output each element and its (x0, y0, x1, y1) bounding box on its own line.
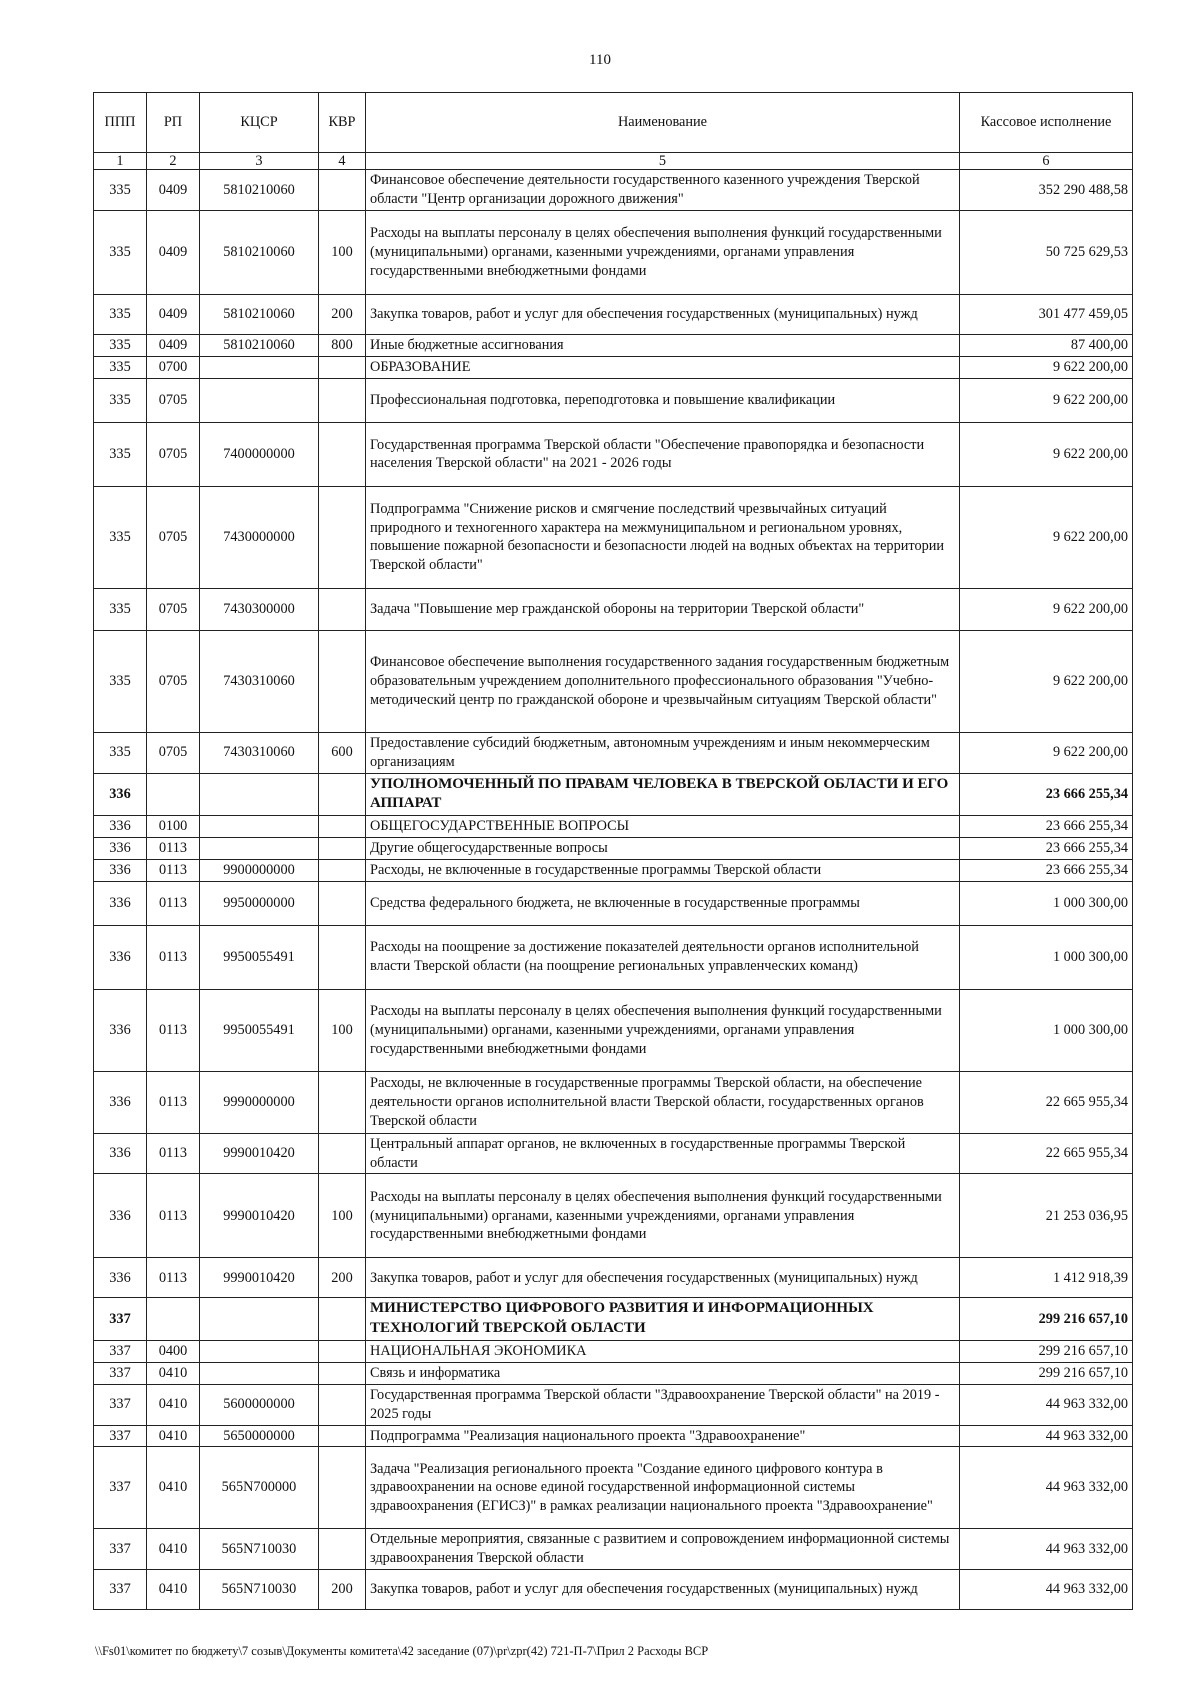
cell-rp: 0410 (147, 1570, 200, 1610)
cell-rp: 0705 (147, 422, 200, 486)
table-row (94, 1384, 1133, 1425)
cell-sum: 21 253 036,95 (960, 1174, 1133, 1258)
table-row (94, 170, 1133, 211)
column-number: 6 (960, 153, 1133, 170)
cell-ppp: 337 (94, 1529, 147, 1570)
cell-ppp: 337 (94, 1447, 147, 1529)
table-row (94, 1133, 1133, 1174)
cell-kcsr: 9900000000 (200, 859, 319, 881)
cell-sum: 9 622 200,00 (960, 588, 1133, 630)
cell-name: ОБРАЗОВАНИЕ (366, 357, 960, 379)
cell-ppp: 336 (94, 925, 147, 989)
table-row (94, 1447, 1133, 1529)
table-row (94, 859, 1133, 881)
cell-name: Центральный аппарат органов, не включенных в государственные программы Тверской области (366, 1133, 960, 1174)
cell-kcsr (200, 773, 319, 816)
cell-ppp: 336 (94, 1258, 147, 1298)
cell-sum: 1 000 300,00 (960, 989, 1133, 1071)
cell-ppp: 337 (94, 1362, 147, 1384)
cell-kcsr: 9950055491 (200, 989, 319, 1071)
column-number: 1 (94, 153, 147, 170)
cell-kvr: 200 (319, 1570, 366, 1610)
table-row (94, 335, 1133, 357)
table-row (94, 1258, 1133, 1298)
cell-rp: 0113 (147, 1133, 200, 1174)
cell-sum: 22 665 955,34 (960, 1071, 1133, 1133)
cell-name: Средства федерального бюджета, не включенные в государственные программы (366, 881, 960, 925)
cell-ppp: 337 (94, 1298, 147, 1341)
cell-rp: 0409 (147, 335, 200, 357)
table-row (94, 422, 1133, 486)
cell-kvr: 100 (319, 211, 366, 295)
cell-rp: 0113 (147, 1071, 200, 1133)
cell-kvr (319, 1447, 366, 1529)
cell-name: Расходы на выплаты персоналу в целях обеспечения выполнения функций государственными (муниципальными) органами, казенными учреждениями, органами управления государственными внебюджетными фондами (366, 211, 960, 295)
cell-name: Государственная программа Тверской области "Обеспечение правопорядка и безопасности населения Тверской области" на 2021 - 2026 годы (366, 422, 960, 486)
cell-ppp: 336 (94, 881, 147, 925)
column-number: 2 (147, 153, 200, 170)
cell-sum: 9 622 200,00 (960, 378, 1133, 422)
cell-sum: 9 622 200,00 (960, 486, 1133, 588)
cell-kcsr: 7430000000 (200, 486, 319, 588)
cell-sum: 299 216 657,10 (960, 1298, 1133, 1341)
cell-rp (147, 1298, 200, 1341)
table-row (94, 1529, 1133, 1570)
table-row (94, 732, 1133, 773)
cell-sum: 44 963 332,00 (960, 1447, 1133, 1529)
cell-kcsr: 5810210060 (200, 295, 319, 335)
cell-rp: 0705 (147, 486, 200, 588)
cell-rp: 0410 (147, 1447, 200, 1529)
cell-rp: 0410 (147, 1362, 200, 1384)
table-row (94, 357, 1133, 379)
table-row (94, 211, 1133, 295)
cell-kcsr: 5650000000 (200, 1425, 319, 1447)
column-number: 5 (366, 153, 960, 170)
cell-sum: 23 666 255,34 (960, 859, 1133, 881)
table-row (94, 630, 1133, 732)
cell-rp: 0705 (147, 732, 200, 773)
cell-rp: 0400 (147, 1341, 200, 1363)
cell-kvr (319, 422, 366, 486)
cell-name: УПОЛНОМОЧЕННЫЙ ПО ПРАВАМ ЧЕЛОВЕКА В ТВЕРСКОЙ ОБЛАСТИ И ЕГО АППАРАТ (366, 773, 960, 816)
cell-kvr: 600 (319, 732, 366, 773)
cell-kcsr: 565N700000 (200, 1447, 319, 1529)
cell-kcsr: 7430310060 (200, 630, 319, 732)
table-row (94, 486, 1133, 588)
cell-rp: 0113 (147, 925, 200, 989)
cell-rp: 0113 (147, 989, 200, 1071)
cell-sum: 9 622 200,00 (960, 422, 1133, 486)
column-number: 3 (200, 153, 319, 170)
cell-kvr (319, 1362, 366, 1384)
table-row (94, 1341, 1133, 1363)
cell-ppp: 335 (94, 588, 147, 630)
cell-name: Финансовое обеспечение выполнения государственного задания государственным бюджетным образовательным учреждением дополнительного профессионального образования "Учебно-методический центр по гражданской обороне и чрезвычайным ситуациям Тверской области" (366, 630, 960, 732)
cell-kvr (319, 1298, 366, 1341)
cell-ppp: 336 (94, 1071, 147, 1133)
cell-kcsr: 5600000000 (200, 1384, 319, 1425)
cell-sum: 23 666 255,34 (960, 816, 1133, 838)
cell-kvr (319, 1529, 366, 1570)
table-header-row (94, 93, 1133, 153)
cell-rp: 0409 (147, 295, 200, 335)
cell-rp: 0113 (147, 1258, 200, 1298)
cell-name: Подпрограмма "Реализация национального проекта "Здравоохранение" (366, 1425, 960, 1447)
cell-kcsr: 5810210060 (200, 211, 319, 295)
cell-rp: 0113 (147, 1174, 200, 1258)
cell-kcsr (200, 357, 319, 379)
table-row (94, 588, 1133, 630)
table-row (94, 1071, 1133, 1133)
cell-kvr (319, 1133, 366, 1174)
cell-sum: 301 477 459,05 (960, 295, 1133, 335)
cell-sum: 22 665 955,34 (960, 1133, 1133, 1174)
table-row (94, 1298, 1133, 1341)
cell-ppp: 335 (94, 486, 147, 588)
cell-kvr (319, 1071, 366, 1133)
cell-rp: 0410 (147, 1425, 200, 1447)
cell-name: Закупка товаров, работ и услуг для обеспечения государственных (муниципальных) нужд (366, 1570, 960, 1610)
cell-kvr (319, 357, 366, 379)
cell-sum: 44 963 332,00 (960, 1529, 1133, 1570)
cell-ppp: 335 (94, 295, 147, 335)
cell-rp: 0113 (147, 881, 200, 925)
cell-ppp: 335 (94, 630, 147, 732)
header-rp: РП (147, 93, 200, 153)
table-row (94, 838, 1133, 860)
header-sum: Кассовое исполнение (960, 93, 1133, 153)
cell-ppp: 335 (94, 732, 147, 773)
cell-kcsr (200, 1362, 319, 1384)
cell-kvr: 200 (319, 295, 366, 335)
cell-sum: 9 622 200,00 (960, 630, 1133, 732)
budget-table (93, 92, 1133, 1610)
page-number: 110 (589, 52, 611, 68)
cell-ppp: 337 (94, 1425, 147, 1447)
cell-kvr: 800 (319, 335, 366, 357)
cell-name: Иные бюджетные ассигнования (366, 335, 960, 357)
cell-ppp: 335 (94, 422, 147, 486)
cell-name: Закупка товаров, работ и услуг для обеспечения государственных (муниципальных) нужд (366, 295, 960, 335)
cell-ppp: 335 (94, 357, 147, 379)
cell-kcsr: 9950000000 (200, 881, 319, 925)
cell-name: НАЦИОНАЛЬНАЯ ЭКОНОМИКА (366, 1341, 960, 1363)
cell-rp: 0410 (147, 1529, 200, 1570)
cell-kcsr (200, 378, 319, 422)
cell-sum: 299 216 657,10 (960, 1341, 1133, 1363)
cell-kcsr: 7400000000 (200, 422, 319, 486)
cell-sum: 87 400,00 (960, 335, 1133, 357)
cell-kcsr: 7430310060 (200, 732, 319, 773)
table-row (94, 295, 1133, 335)
cell-kcsr (200, 1341, 319, 1363)
cell-kcsr (200, 816, 319, 838)
cell-name: Закупка товаров, работ и услуг для обеспечения государственных (муниципальных) нужд (366, 1258, 960, 1298)
cell-name: Связь и информатика (366, 1362, 960, 1384)
cell-ppp: 336 (94, 816, 147, 838)
cell-name: Отдельные мероприятия, связанные с развитием и сопровождением информационной системы здравоохранения Тверской области (366, 1529, 960, 1570)
cell-kvr (319, 378, 366, 422)
cell-name: МИНИСТЕРСТВО ЦИФРОВОГО РАЗВИТИЯ И ИНФОРМАЦИОННЫХ ТЕХНОЛОГИЙ ТВЕРСКОЙ ОБЛАСТИ (366, 1298, 960, 1341)
cell-rp: 0113 (147, 859, 200, 881)
cell-kcsr: 565N710030 (200, 1570, 319, 1610)
cell-kvr (319, 1384, 366, 1425)
cell-ppp: 337 (94, 1341, 147, 1363)
cell-kvr: 100 (319, 989, 366, 1071)
cell-name: Финансовое обеспечение деятельности государственного казенного учреждения Тверской области "Центр организации дорожного движения" (366, 170, 960, 211)
cell-kcsr (200, 1298, 319, 1341)
cell-kcsr: 9990010420 (200, 1258, 319, 1298)
cell-rp: 0700 (147, 357, 200, 379)
cell-ppp: 337 (94, 1570, 147, 1610)
table-row (94, 773, 1133, 816)
table-row (94, 925, 1133, 989)
cell-kvr (319, 588, 366, 630)
cell-kvr (319, 816, 366, 838)
cell-kvr (319, 1341, 366, 1363)
cell-kvr (319, 838, 366, 860)
table-row (94, 989, 1133, 1071)
cell-kvr (319, 1425, 366, 1447)
cell-ppp: 335 (94, 170, 147, 211)
cell-rp: 0100 (147, 816, 200, 838)
cell-ppp: 336 (94, 989, 147, 1071)
header-kcsr: КЦСР (200, 93, 319, 153)
table-row (94, 1570, 1133, 1610)
cell-rp: 0705 (147, 378, 200, 422)
cell-sum: 299 216 657,10 (960, 1362, 1133, 1384)
cell-sum: 23 666 255,34 (960, 838, 1133, 860)
cell-name: Другие общегосударственные вопросы (366, 838, 960, 860)
table-row (94, 378, 1133, 422)
column-number: 4 (319, 153, 366, 170)
cell-ppp: 335 (94, 335, 147, 357)
cell-kcsr: 7430300000 (200, 588, 319, 630)
cell-kvr (319, 773, 366, 816)
cell-sum: 9 622 200,00 (960, 732, 1133, 773)
cell-ppp: 336 (94, 859, 147, 881)
cell-kcsr: 565N710030 (200, 1529, 319, 1570)
cell-kcsr: 5810210060 (200, 335, 319, 357)
cell-rp: 0409 (147, 211, 200, 295)
cell-kcsr: 9990010420 (200, 1133, 319, 1174)
cell-name: Расходы, не включенные в государственные программы Тверской области (366, 859, 960, 881)
cell-name: ОБЩЕГОСУДАРСТВЕННЫЕ ВОПРОСЫ (366, 816, 960, 838)
cell-name: Расходы на поощрение за достижение показателей деятельности органов исполнительной власти Тверской области (на поощрение региональных управленческих команд) (366, 925, 960, 989)
cell-kcsr (200, 838, 319, 860)
header-kvr: КВР (319, 93, 366, 153)
cell-sum: 44 963 332,00 (960, 1425, 1133, 1447)
table-row (94, 881, 1133, 925)
cell-sum: 1 000 300,00 (960, 881, 1133, 925)
cell-sum: 9 622 200,00 (960, 357, 1133, 379)
cell-kvr: 100 (319, 1174, 366, 1258)
cell-name: Расходы, не включенные в государственные программы Тверской области, на обеспечение деятельности органов исполнительной власти Тверской области, государственных органов Тверской области (366, 1071, 960, 1133)
cell-name: Государственная программа Тверской области "Здравоохранение Тверской области" на 2019 - 2025 годы (366, 1384, 960, 1425)
cell-kcsr: 5810210060 (200, 170, 319, 211)
table-row (94, 816, 1133, 838)
cell-rp: 0705 (147, 630, 200, 732)
cell-kvr (319, 925, 366, 989)
cell-kvr (319, 881, 366, 925)
cell-name: Профессиональная подготовка, переподготовка и повышение квалификации (366, 378, 960, 422)
cell-name: Расходы на выплаты персоналу в целях обеспечения выполнения функций государственными (муниципальными) органами, казенными учреждениями, органами управления государственными внебюджетными фондами (366, 989, 960, 1071)
cell-rp (147, 773, 200, 816)
cell-kvr (319, 170, 366, 211)
cell-sum: 44 963 332,00 (960, 1570, 1133, 1610)
cell-name: Подпрограмма "Снижение рисков и смягчение последствий чрезвычайных ситуаций природного и техногенного характера на межмуниципальном и региональном уровнях, повышение пожарной безопасности и безопасности людей на водных объектах на территории Тверской области" (366, 486, 960, 588)
column-number-row (94, 153, 1133, 170)
cell-name: Задача "Повышение мер гражданской обороны на территории Тверской области" (366, 588, 960, 630)
cell-kvr: 200 (319, 1258, 366, 1298)
footer-file-path: \\Fs01\комитет по бюджету\7 созыв\Документы комитета\42 заседание (07)\pr\zpr(42) 721-П-7\Прил 2 Расходы ВСР (95, 1644, 709, 1658)
cell-ppp: 335 (94, 211, 147, 295)
cell-sum: 352 290 488,58 (960, 170, 1133, 211)
header-name: Наименование (366, 93, 960, 153)
cell-kcsr: 9990010420 (200, 1174, 319, 1258)
cell-sum: 1 412 918,39 (960, 1258, 1133, 1298)
cell-ppp: 336 (94, 1174, 147, 1258)
cell-rp: 0113 (147, 838, 200, 860)
cell-kvr (319, 486, 366, 588)
cell-name: Задача "Реализация регионального проекта "Создание единого цифрового контура в здравоохранении на основе единой государственной информационной системы здравоохранения (ЕГИСЗ)" в рамках реализации национального проекта "Здравоохранение" (366, 1447, 960, 1529)
table-row (94, 1362, 1133, 1384)
cell-ppp: 335 (94, 378, 147, 422)
cell-kcsr: 9950055491 (200, 925, 319, 989)
cell-kvr (319, 630, 366, 732)
cell-sum: 23 666 255,34 (960, 773, 1133, 816)
cell-ppp: 336 (94, 838, 147, 860)
cell-name: Расходы на выплаты персоналу в целях обеспечения выполнения функций государственными (муниципальными) органами, казенными учреждениями, органами управления государственными внебюджетными фондами (366, 1174, 960, 1258)
cell-rp: 0705 (147, 588, 200, 630)
table-row (94, 1174, 1133, 1258)
cell-sum: 1 000 300,00 (960, 925, 1133, 989)
cell-rp: 0410 (147, 1384, 200, 1425)
cell-kcsr: 9990000000 (200, 1071, 319, 1133)
cell-rp: 0409 (147, 170, 200, 211)
cell-name: Предоставление субсидий бюджетным, автономным учреждениям и иным некоммерческим организациям (366, 732, 960, 773)
header-ppp: ППП (94, 93, 147, 153)
cell-ppp: 337 (94, 1384, 147, 1425)
cell-ppp: 336 (94, 773, 147, 816)
table-row (94, 1425, 1133, 1447)
cell-ppp: 336 (94, 1133, 147, 1174)
cell-kvr (319, 859, 366, 881)
cell-sum: 44 963 332,00 (960, 1384, 1133, 1425)
cell-sum: 50 725 629,53 (960, 211, 1133, 295)
